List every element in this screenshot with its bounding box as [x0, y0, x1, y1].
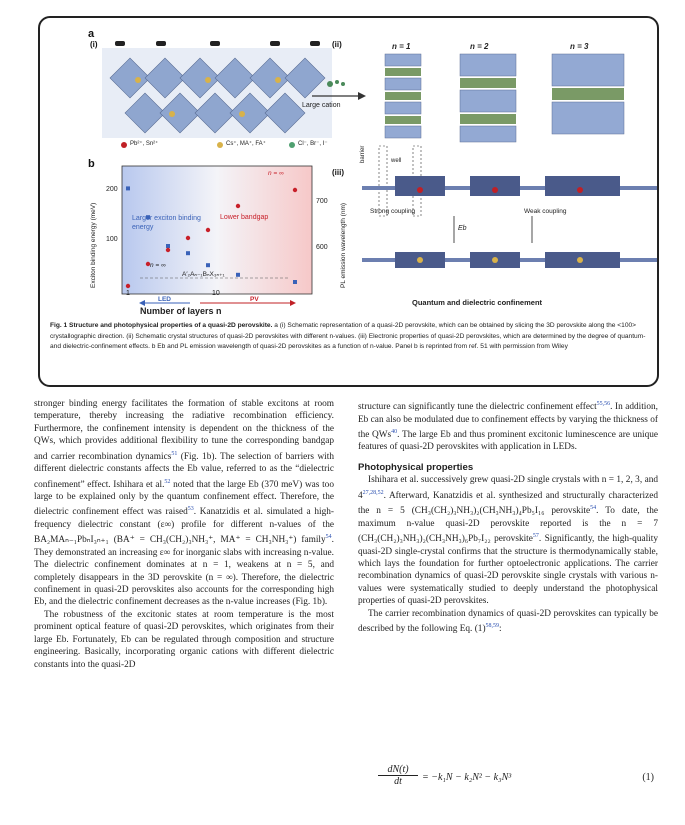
- n2-label: n = 2: [470, 42, 489, 51]
- quantum-well-diagram: [362, 176, 657, 268]
- large-cation-label: Large cation: [302, 102, 341, 109]
- ytick-left-200: 200: [106, 186, 118, 193]
- ann-ninf-left: n = ∞: [150, 262, 166, 269]
- chart-ylabel-left: Exciton binding energy (meV): [90, 202, 97, 288]
- pl-point: [236, 204, 240, 208]
- strong-coupling-label: Strong coupling: [370, 208, 416, 215]
- eb-label: Eb: [458, 225, 467, 232]
- barrier-label-1: barrier: [360, 145, 366, 163]
- legend-cs: Cs⁺, MA⁺, FA⁺: [226, 141, 266, 147]
- eb-point: [236, 273, 240, 277]
- section-heading: Photophysical properties: [358, 461, 474, 473]
- well-label: well: [391, 158, 402, 164]
- chart-xlabel: Number of layers n: [140, 306, 222, 316]
- figure-caption: [50, 321, 650, 353]
- ref-link[interactable]: 57: [532, 533, 539, 540]
- ytick-right-600: 600: [316, 244, 328, 251]
- caption-title: Fig. 1 Structure and photophysical properties of a quasi-2D perovskite.: [50, 322, 273, 329]
- eq-denominator: dt: [394, 776, 402, 787]
- ref-link[interactable]: 40: [391, 428, 398, 435]
- left-column: [34, 398, 334, 671]
- n3-label: n = 3: [570, 42, 589, 51]
- pl-point: [293, 188, 297, 192]
- pv-label: PV: [250, 296, 259, 303]
- ann-lower-bandgap: Lower bandgap: [220, 214, 269, 221]
- ytick-left-100: 100: [106, 236, 118, 243]
- ref-link[interactable]: 54: [590, 505, 597, 512]
- eb-point: [186, 251, 190, 255]
- ref-link[interactable]: 53: [187, 506, 194, 513]
- subpanel-i-label: (i): [90, 40, 98, 49]
- xtick-10: 10: [212, 290, 220, 297]
- eb-point: [293, 280, 297, 284]
- legend-halide: Cl⁻, Br⁻, I⁻: [298, 141, 328, 147]
- n1-label: n = 1: [392, 42, 411, 51]
- weak-coupling-label: Weak coupling: [524, 208, 567, 215]
- eb-point: [126, 186, 130, 190]
- ytick-right-700: 700: [316, 198, 328, 205]
- legend-pb: Pb²⁺, Sn²⁺: [130, 141, 159, 147]
- eb-point: [166, 244, 170, 248]
- eq-number: (1): [642, 772, 654, 783]
- figure-artwork: [40, 18, 657, 318]
- chart-panel-b: [122, 166, 312, 306]
- eq-rhs: = −k₁N − k₂N² − k₃N³: [422, 772, 512, 783]
- ann-larger-eb: Larger exciton binding energy: [132, 215, 201, 231]
- ref-link[interactable]: 27,28,52: [362, 489, 384, 496]
- pl-point: [126, 284, 130, 288]
- caption-body: a (i) Schematic representation of a quasi-2D perovskite, which can be obtained by slicing the 3D perovskite along the <100> crystallographic direction. (ii) Schematic crystal structures of quasi-2D perovskites with different n-values. (iii) Electronic properties of quasi-2D perovskites, which are determined by the degree of quantum- and dielectric-confinement effects. b Eb and PL emission wavelength of quasi-2D perovskites as a function of n-value. Panel b is reprinted from ref. 51 with permission from Wiley: [50, 322, 646, 351]
- pl-point: [186, 236, 190, 240]
- ref-link[interactable]: 51: [171, 450, 178, 457]
- right-paragraph-2: Ishihara et al. successively grew quasi-2D single crystals with n = 1, 2, 3, and 4$^{27,28,52}$. Afterward, Kanatzidis et al. synthesized and structurally characterized the n = 5 (CH₃(CH₂)₃NH₃)₂(CH₃NH₃)₄Pb₅I₁₆ perovskite$^{54}$. To date, the maximum n-value quasi-2D perovskite reported is the n = 7 (CH₃(CH₂)₃NH₃)₂(CH₃NH₃)₆Pb₇I₂₂ perovskite$^{57}$. Significantly, the high-quality quasi-2D single-crystal confirms that the structure is thermodynamically stable, which lays the foundation for further optoelectronic applications. The carrier recombination dynamics of quasi-2D perovskite single crystals with various n-values were systematically studied to deeply understand the photophysical properties of quasi-2D perovskites.: [358, 475, 658, 607]
- chart-ylabel-right: PL emission wavelength (nm): [340, 202, 347, 288]
- subpanel-iii-label: (iii): [332, 168, 344, 177]
- ann-formula: A′₂Aₙ₋₁BₙX₃ₙ₊₁: [182, 271, 225, 278]
- panel-a-label: a: [88, 28, 95, 40]
- figure-1: [38, 16, 659, 387]
- eb-point: [206, 263, 210, 267]
- panel-b-label: b: [88, 158, 95, 170]
- xtick-1: 1: [126, 290, 130, 297]
- eq-numerator: dN(t): [378, 764, 418, 776]
- subpanel-ii-label: (ii): [332, 40, 342, 49]
- right-column: [358, 398, 658, 635]
- ref-link[interactable]: 52: [164, 478, 171, 485]
- ref-link[interactable]: 54: [325, 534, 332, 541]
- equation-1: [358, 764, 658, 800]
- right-paragraph-3: The carrier recombination dynamics of quasi-2D perovskites can typically be described by the following Eq. (1)$^{58,59}$:: [358, 608, 658, 635]
- ref-link[interactable]: 58,59: [485, 622, 500, 629]
- left-paragraph-2: The robustness of the excitonic states at room temperature is the most prominent optical feature of quasi-2D perovskites, which originates from their large Eb. Fortunately, Eb can be regulated through composition and structure engineering. Basically, incorporating organic cations with different dielectric constants into the quasi-2D: [34, 609, 334, 670]
- ann-ninf-right: n = ∞: [268, 170, 284, 177]
- pl-point: [166, 248, 170, 252]
- led-label: LED: [158, 296, 171, 303]
- ref-link[interactable]: 55,56: [596, 401, 611, 407]
- qdc-label: Quantum and dielectric confinement: [412, 298, 543, 307]
- right-paragraph-1: structure can significantly tune the dielectric confinement effect$^{55,56}$. In addition, Eb can also be modulated due to confinement effects by varying the thickness of the QWs$^{40}$. The large Eb and thus prominent excitonic luminescence are unique features of quasi-2D perovskites with application in LEDs.: [358, 401, 658, 453]
- pl-point: [206, 228, 210, 232]
- left-paragraph-1: stronger binding energy facilitates the formation of stable excitons at room temperature, thereby increasing the radiative recombination efficiency. Furthermore, the confinement intensity is dependent on the thickness of the QWs, which provides additional flexibility to tune the corresponding bandgap and carrier recombination dynamics$^{51}$ (Fig. 1b). The selection of barriers with different dielectric constants affects the Eb value, referred to as the “dielectric confinement” effect. Ishihara et al.$^{52}$ noted that the large Eb (370 meV) was too large to be explained only by the quantum confinement effect. Therefore, the dielectric confinement effect was raised$^{53}$. Kanatzidis et al. simulated a high-frequency dielectric constant (ε∞) profile for different n-values of the BA₂MAₙ₋₁PbₙI₃ₙ₊₁ (BA⁺ = CH₃(CH₂)₃NH₃⁺, MA⁺ = CH₃NH₃⁺) family$^{54}$. They demonstrated an increasing ε∞ for inorganic slabs with increasing n-value. The dielectric confinement dominates at n = 1, weakens at n = 5, and completely disappears in the 3D perovskite (n = ∞). Therefore, the dielectric confinement in quasi-2D perovskites also accounts for the corresponding high Eb, and the dielectric confinement decreases as the n-value increases (Fig. 1b).: [34, 399, 334, 608]
- octahedra-3d-structure: [102, 41, 332, 138]
